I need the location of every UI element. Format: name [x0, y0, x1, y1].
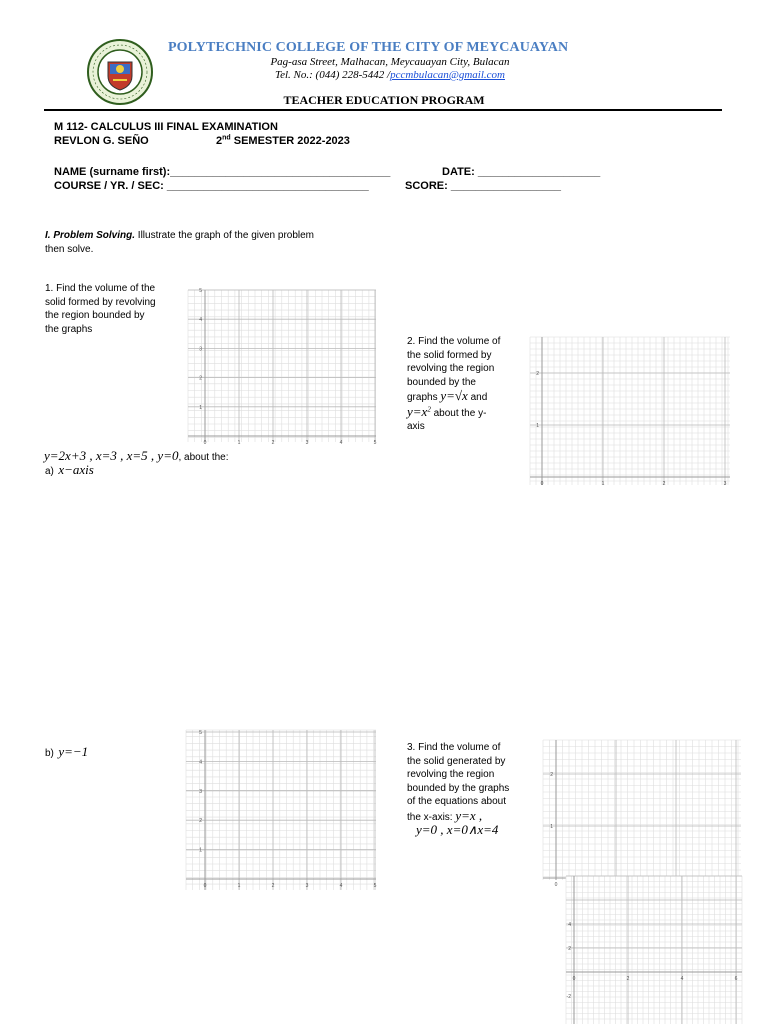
x-tick-label: 1: [237, 440, 241, 446]
semester-number: 2: [216, 135, 223, 147]
graph-paper-5[interactable]: [566, 876, 742, 1024]
x-tick-label: 1: [237, 883, 241, 889]
x-tick-label: 2: [626, 976, 630, 982]
date-field[interactable]: DATE: ____________________: [442, 166, 601, 178]
problem-1-line: the graphs: [45, 323, 93, 335]
program-title: TEACHER EDUCATION PROGRAM: [283, 93, 485, 107]
and-word: and: [470, 392, 488, 403]
x-tick-label: 4: [339, 440, 343, 446]
x-tick-label: 3: [305, 440, 309, 446]
problem-1-about: , about the:: [178, 452, 229, 463]
problem-3-line: revolving the region: [407, 769, 495, 780]
y-tick-label: 4: [199, 759, 202, 766]
graph-paper-3[interactable]: [186, 730, 377, 890]
x-tick-label: 5: [373, 440, 377, 446]
x-tick-label: 0: [203, 440, 207, 446]
course-section-field[interactable]: COURSE / YR. / SEC: _________________________________: [54, 180, 369, 192]
problem-2-about: about the y-: [433, 407, 487, 419]
x-tick-label: 4: [680, 976, 684, 982]
y-tick-label: 2: [550, 772, 553, 778]
part-a-label: a): [45, 466, 54, 477]
part-a-axis: x−axis: [58, 462, 94, 477]
problem-1-line: 1. Find the volume of the: [45, 283, 156, 294]
problem-3-line: bounded by the graphs: [407, 782, 510, 794]
x-tick-label: 2: [271, 440, 275, 446]
problem-3-line: the solid generated by: [407, 755, 506, 767]
problem-1-equation: y=2x+3 , x=3 , x=5 , y=0: [44, 448, 179, 463]
y-tick-label: 3: [199, 346, 202, 353]
y-tick-label: 1: [550, 824, 553, 830]
x-tick-label: 0: [540, 481, 544, 487]
x-tick-label: 4: [339, 883, 343, 889]
y-tick-label: 2: [199, 818, 202, 825]
y-tick-label: 2: [536, 371, 539, 377]
y-tick-label: 1: [199, 404, 202, 411]
y-tick-label: 5: [199, 288, 202, 294]
semester-year: SEMESTER 2022-2023: [230, 135, 350, 147]
y-tick-label: -2: [566, 994, 571, 1000]
x-tick-label: 3: [305, 883, 309, 889]
x-tick-label: 2: [271, 883, 275, 889]
graph-paper-4[interactable]: [543, 740, 741, 888]
x-tick-label: 0: [572, 976, 576, 982]
problem-2-line: the solid formed by: [407, 349, 492, 361]
instruction-line-1: Illustrate the graph of the given problem: [135, 230, 315, 241]
problem-3-eq2: y=0 , x=0∧x=4: [416, 822, 499, 837]
problem-1-line: the region bounded by: [45, 310, 145, 321]
y-tick-label: 4: [199, 317, 202, 324]
score-field[interactable]: SCORE: __________________: [405, 180, 561, 192]
x-tick-label: 2: [662, 481, 666, 487]
problem-3-line: 3. Find the volume of: [407, 742, 501, 753]
telephone-text: Tel. No.: (044) 228-5442 /: [275, 69, 391, 81]
y-tick-label: 1: [199, 847, 202, 854]
email-link[interactable]: pccmbulacan@gmail.com: [390, 69, 505, 81]
graph-paper-2[interactable]: [530, 337, 730, 487]
x-tick-label: 0: [554, 882, 558, 888]
graph-paper-1[interactable]: [188, 288, 377, 446]
problem-3-eq1: y=x ,: [455, 807, 483, 823]
x-tick-label: 5: [373, 883, 377, 889]
y-tick-label: 5: [199, 730, 202, 736]
name-field[interactable]: NAME (surname first):____________________________________: [54, 166, 391, 178]
y-tick-label: 3: [199, 788, 202, 795]
problem-2-eq2-exponent: 2: [427, 405, 431, 414]
course-title: M 112- CALCULUS III FINAL EXAMINATION: [54, 121, 278, 133]
y-tick-label: 1: [536, 423, 539, 429]
problem-1-line: solid formed by revolving: [45, 296, 156, 308]
semester-ordinal: nd: [222, 134, 231, 142]
y-tick-label: 2: [199, 375, 202, 382]
x-tick-label: 1: [601, 481, 605, 487]
section-heading: I. Problem Solving.: [45, 230, 136, 241]
y-tick-label: 2: [568, 946, 571, 952]
y-tick-label: 4: [568, 922, 571, 928]
x-tick-label: 6: [734, 976, 738, 982]
problem-2-eq1: y=√x: [440, 388, 468, 403]
part-b-label: b): [45, 748, 54, 759]
address-line: Pag-asa Street, Malhacan, Meycauayan City, Bulacan: [270, 56, 510, 68]
problem-2-line: 2. Find the volume of: [407, 336, 501, 347]
instruction-line-2: then solve.: [45, 243, 94, 255]
problem-3-axis-text: the x-axis:: [407, 811, 453, 823]
graphs-word: graphs: [407, 392, 438, 403]
x-tick-label: 0: [203, 883, 207, 889]
problem-3-line: of the equations about: [407, 796, 506, 807]
college-name: POLYTECHNIC COLLEGE OF THE CITY OF MEYCAUAYAN: [168, 40, 569, 55]
part-b-axis: y=−1: [58, 744, 89, 759]
instructor-name: REVLON G. SEÑO: [54, 135, 149, 147]
problem-2-line: revolving the region: [407, 363, 495, 374]
x-tick-label: 3: [723, 481, 727, 487]
problem-2-line: bounded by the: [407, 376, 476, 388]
problem-2-axis: axis: [407, 421, 425, 432]
problem-2-eq2-base: y=x: [407, 403, 428, 419]
